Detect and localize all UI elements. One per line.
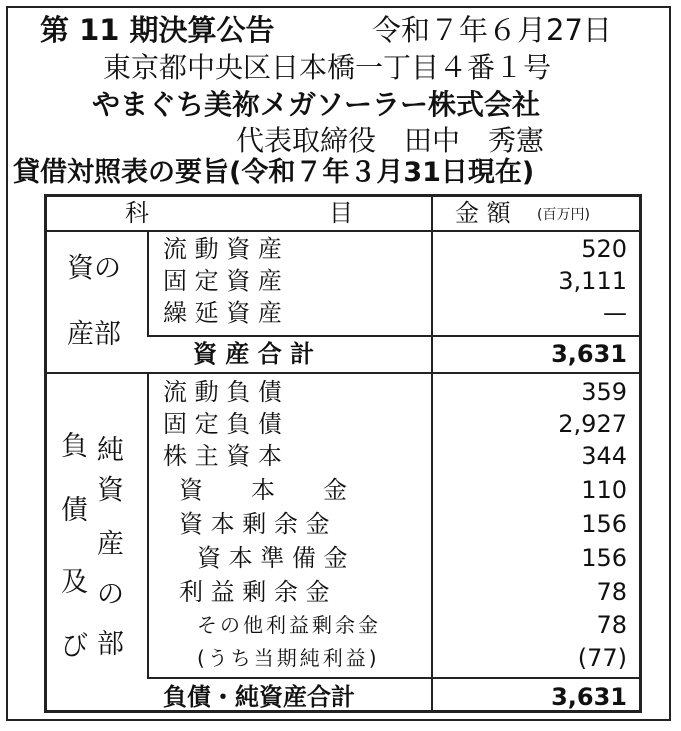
header-kamoku-1: 科: [125, 199, 149, 227]
section-separator: [47, 372, 639, 374]
liab-row-label: (うち当期純利益): [197, 646, 380, 670]
header-kamoku-2: 目: [329, 199, 353, 227]
notice-title: 第 11 期決算公告: [40, 13, 275, 47]
header-amount: 金 額: [455, 199, 511, 227]
liab-row-label: 利 益 剰 余 金: [179, 578, 330, 606]
liab-row-label: 固 定 負 債: [163, 410, 282, 438]
liab-section-char: 負: [61, 431, 88, 462]
liab-row-amount: 2,927: [558, 410, 627, 438]
liab-row-label: 資 本 金: [179, 476, 347, 504]
liab-section-char: 資: [97, 475, 124, 506]
liab-row-amount: (77): [577, 644, 627, 672]
liab-row-amount: 110: [581, 476, 627, 504]
assets-section-label-2: 産部: [67, 319, 121, 350]
asset-row-amount: —: [603, 299, 627, 327]
liab-row-label: 株 主 資 本: [163, 442, 282, 470]
liab-section-char: 部: [97, 629, 124, 660]
balance-sheet-title: 貸借対照表の要旨(令和７年３月31日現在): [13, 157, 535, 188]
liab-row-amount: 156: [581, 510, 627, 538]
balance-sheet-table: [44, 194, 642, 713]
company-name: やまぐち美祢メガソーラー株式会社: [92, 88, 541, 121]
liabilities-total-divider: [147, 677, 639, 679]
company-address: 東京都中央区日本橋一丁目４番１号: [103, 51, 552, 84]
notice-date: 令和７年６月27日: [372, 13, 612, 47]
representative-name: 代表取締役 田中 秀憲: [236, 124, 545, 157]
liab-section-char: 産: [97, 529, 124, 560]
liab-row-label: 資 本 剰 余 金: [179, 510, 330, 538]
liab-total-label: 負債・純資産合計: [163, 683, 355, 711]
asset-row-label: 固 定 資 産: [163, 267, 282, 295]
header-unit: (百万円): [537, 207, 590, 223]
liab-row-amount: 359: [581, 378, 627, 406]
assets-total-amount: 3,631: [551, 340, 627, 368]
liab-section-char: 純: [97, 435, 124, 466]
liab-section-char: 及: [61, 567, 88, 598]
liab-row-amount: 344: [581, 442, 627, 470]
assets-section-divider: [147, 230, 149, 336]
liabilities-section-divider: [147, 373, 149, 677]
asset-row-amount: 520: [581, 235, 627, 263]
liab-row-amount: 78: [596, 611, 627, 639]
liab-row-label: その他利益剰余金: [197, 613, 381, 637]
liab-row-amount: 78: [596, 578, 627, 606]
liab-section-char: 債: [61, 495, 88, 526]
liab-row-amount: 156: [581, 544, 627, 572]
amount-column-divider: [431, 197, 433, 710]
liab-section-char: び: [61, 631, 88, 662]
assets-total-divider: [147, 335, 639, 337]
liab-row-label: 流 動 負 債: [163, 378, 282, 406]
liab-row-label: 資 本 準 備 金: [197, 544, 348, 572]
liab-section-char: の: [97, 579, 124, 610]
asset-row-label: 繰 延 資 産: [163, 299, 282, 327]
asset-row-amount: 3,111: [558, 267, 627, 295]
liab-total-amount: 3,631: [551, 683, 627, 711]
assets-total-label: 資 産 合 計: [193, 340, 315, 368]
asset-row-label: 流 動 資 産: [163, 235, 282, 263]
assets-section-label-1: 資の: [67, 253, 121, 284]
header-divider: [47, 230, 639, 232]
